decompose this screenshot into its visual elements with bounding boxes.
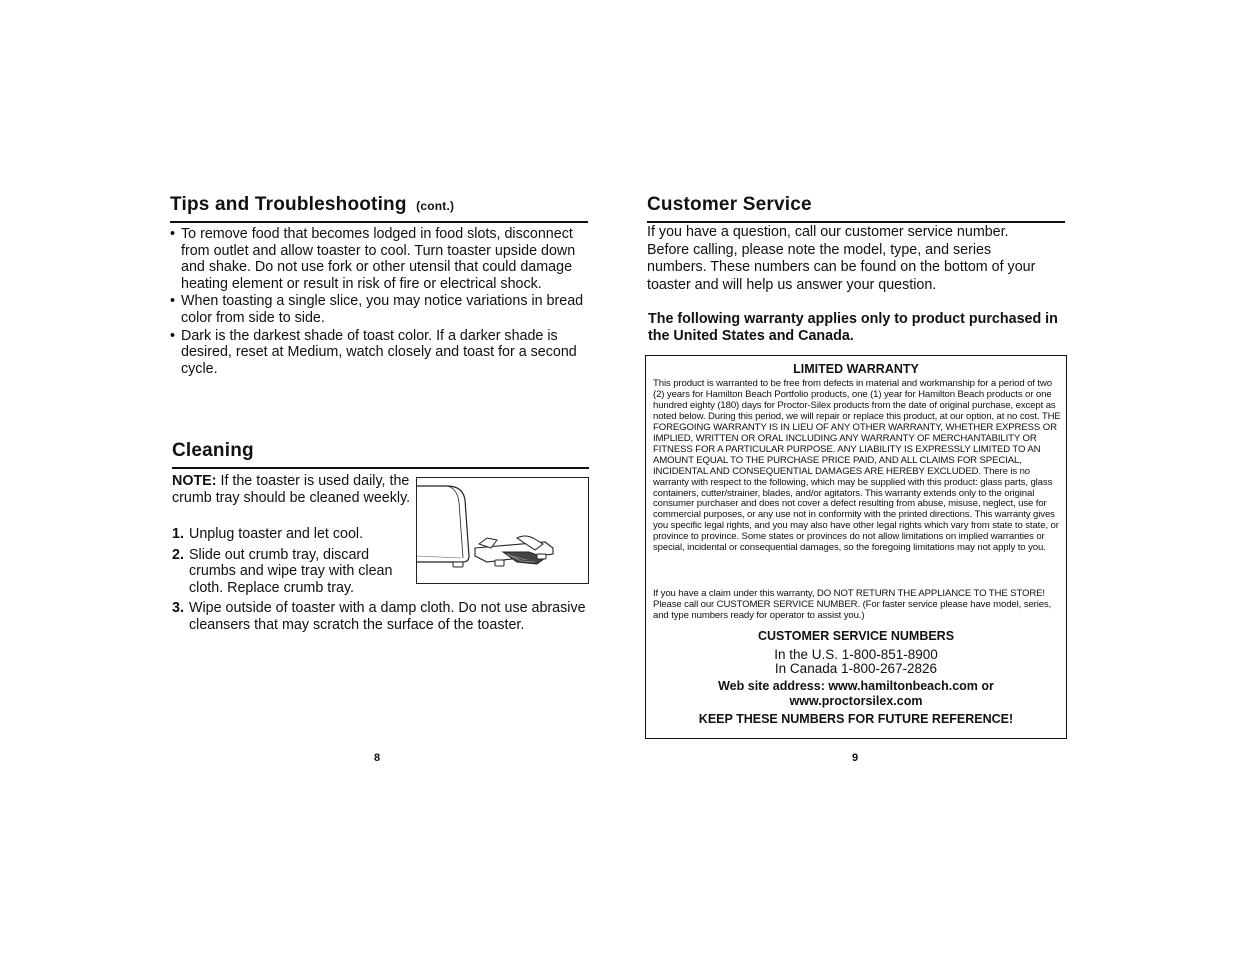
note-text: If the toaster is used daily, the crumb tray should be cleaned weekly. <box>172 473 411 506</box>
tips-title-text: Tips and Troubleshooting <box>170 194 407 215</box>
page-number: 9 <box>852 752 859 764</box>
list-item <box>170 328 585 378</box>
page-number: 8 <box>374 752 381 764</box>
tip-text: To remove food that becomes lodged in food slots, disconnect from outlet and allow toaster to cool. Turn toaster upside down and shake. Do not use fork or other utensil that could damage heating element or result in risk of fire or electrical shock. <box>181 226 576 292</box>
bullet-icon: • <box>170 327 176 344</box>
warranty-claim-text: If you have a claim under this warranty, DO NOT RETURN THE APPLIANCE TO THE STORE! Please call our CUSTOMER SERVICE NUMBER. (For faster service please have model, series, and type numbers ready for operator to assist you.) <box>653 588 1052 621</box>
warranty-body: This product is warranted to be free from defects in material and workmanship for a period of two (2) years for Hamilton Beach Portfolio products, one (1) year for Hamilton Beach products or one hundred eighty (180) days for Proctor-Silex products from the date of original purchase, except as noted below. During this period, we will repair or replace this product, at our option, at no cost. THE FOREGOING WARRANTY IS IN LIEU OF ANY OTHER WARRANTY, WHETHER EXPRESS OR IMPLIED, WRITTEN OR ORAL INCLUDING ANY WARRANTY OF MERCHANTABILITY OR FITNESS FOR A PARTICULAR PURPOSE. ANY LIABILITY IS EXPRESSLY LIMITED TO AN AMOUNT EQUAL TO THE PURCHASE PRICE PAID, AND ALL CLAIMS FOR SPECIAL, INCIDENTAL AND CONSEQUENTIAL DAMAGES ARE HEREBY EXCLUDED. There is no warranty with respect to the following, which may be supplied with this product: glass parts, glass containers, cutter/strainer, blades, and/or agitators. This warranty extends only to the original consumer purchaser and does not cover a defect resulting from abuse, misuse, neglect, use for commercial purposes, or any use not in conformity with the printed directions. This warranty gives you specific legal rights, and you may also have other legal rights which vary from state to state, or province to province. Some states or provinces do not allow limitations on implied warranties or special, incidental or consequential damages, so the foregoing limitations may not apply to you. <box>653 378 1061 554</box>
limited-warranty-box <box>645 355 1067 739</box>
warranty-scope-notice: The following warranty applies only to product purchased in the United States and Canada. <box>648 311 1058 344</box>
step-number: 2. <box>172 546 184 563</box>
canada-phone-number: In Canada 1-800-267-2826 <box>774 661 938 676</box>
step-number: 3. <box>172 600 184 617</box>
us-phone-number: In the U.S. 1-800-851-8900 <box>774 647 938 662</box>
customer-service-title: Customer Service <box>647 194 1065 223</box>
keep-numbers-notice: KEEP THESE NUMBERS FOR FUTURE REFERENCE! <box>698 712 1014 726</box>
list-item <box>170 226 585 292</box>
right-page <box>645 0 1067 954</box>
bullet-icon: • <box>170 293 176 310</box>
service-numbers-title: CUSTOMER SERVICE NUMBERS <box>757 629 955 643</box>
left-page <box>170 0 590 954</box>
step-text: Slide out crumb tray, discard crumbs and wipe tray with clean cloth. Replace crumb tray. <box>189 546 393 596</box>
tips-title-suffix: (cont.) <box>416 199 455 213</box>
step-text: Unplug toaster and let cool. <box>189 526 364 542</box>
list-item <box>170 293 585 326</box>
step-text: Wipe outside of toaster with a damp cloth. Do not use abrasive cleansers that may scratch the surface of the toaster. <box>189 600 586 633</box>
cleaning-note <box>172 473 412 506</box>
list-item <box>172 547 414 597</box>
step-number: 1. <box>172 526 184 542</box>
bullet-icon: • <box>170 226 176 242</box>
list-item <box>172 600 590 633</box>
warranty-title: LIMITED WARRANTY <box>793 362 919 376</box>
cleaning-steps <box>172 526 590 638</box>
tips-list <box>170 226 585 378</box>
tip-text: When toasting a single slice, you may notice variations in bread color from side to side. <box>181 293 584 326</box>
note-label: NOTE: <box>172 473 217 489</box>
tips-section-title <box>170 194 588 223</box>
customer-service-intro: If you have a question, call our customer service number. Before calling, please note the model, type, and series numbers. These numbers can be found on the bottom of your toaster and will help us answer your question. <box>647 224 1036 293</box>
website-address: Web site address: www.hamiltonbeach.com or <box>718 679 994 693</box>
tip-text: Dark is the darkest shade of toast color. If a darker shade is desired, reset at Medium, watch closely and toast for a second cycle. <box>181 327 577 377</box>
website-address-second: www.proctorsilex.com <box>789 694 923 708</box>
list-item <box>172 526 590 543</box>
cleaning-section-title: Cleaning <box>172 440 589 469</box>
